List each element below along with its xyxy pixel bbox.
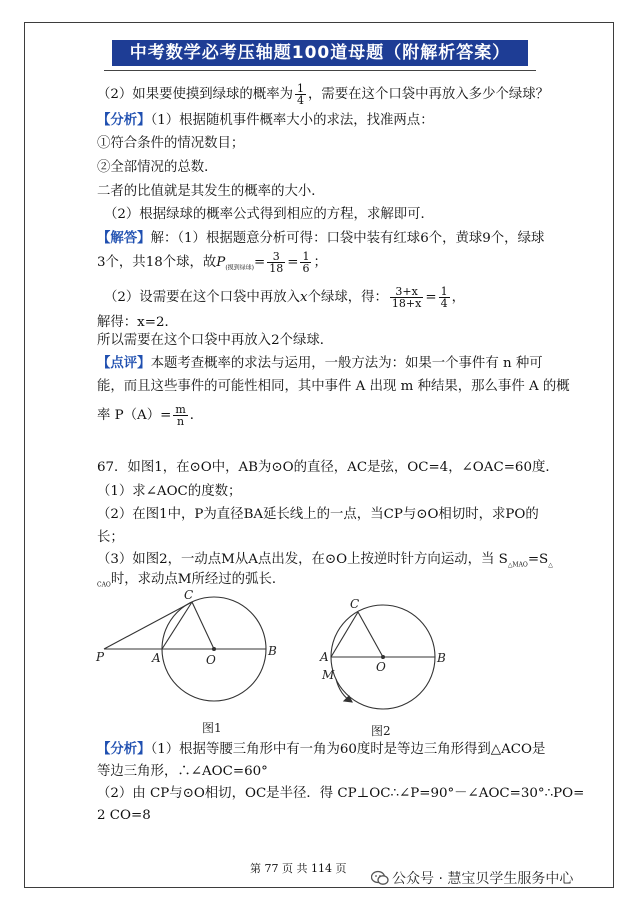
solution-line: 所以需要在这个口袋中再放入2个绿球． [97,333,334,348]
solution-line: 3个，共18个球，故$P_{(摸到绿球)}=$ $\frac{3}{18}$ = $\frac{1}{6}$ ； [97,250,327,275]
fig2-label-b: B [437,651,446,665]
comment-heading: 【点评】本题考查概率的求法与运用，一般方法为：如果一个事件有 n 种可 [97,355,543,371]
figures [0,585,640,745]
fraction-quarter: $\frac{1}{4}$ [297,82,304,107]
problem-67-part: $_{CAO}$时，求动点M所经过的弧长． [97,572,286,589]
problem-67-statement: 67．如图1，在⊙O中，AB为⊙O的直径，AC是弦，OC=4，∠OAC=60度． [97,460,559,475]
comment-tag: 【点评】 [97,355,151,371]
problem-67-part: （2）在图1中，P为直径BA延长线上的一点，当CP与⊙O相切时，求PO的 [97,507,539,522]
figure-2-caption: 图2 [371,724,391,738]
analysis-2-line: 2 CO=8 [97,808,151,823]
question-2: （2）如果要使摸到绿球的概率为 $\frac{1}{4}$ ，需要在这个口袋中再放入多少个绿球？ [97,82,550,107]
page-number: 第 77 页 共 114 页 [250,862,347,875]
analysis-line: 二者的比值就是其发生的概率的大小． [97,184,325,199]
problem-67-part: （1）求∠AOC的度数； [97,484,242,499]
solution-heading: 【解答】解：（1）根据题意分析可得：口袋中装有红球6个，黄球9个，绿球 [97,230,545,246]
analysis-line: ②全部情况的总数． [97,160,218,175]
fig2-label-o: O [376,660,386,674]
figure-1-chord-ac [162,602,192,649]
solution-tag: 【解答】 [97,230,151,246]
fig1-label-o: O [206,653,216,667]
fig1-label-a: A [152,651,161,665]
fig1-label-b: B [268,644,277,658]
figure-2 [331,605,435,709]
figure-1-caption: 图1 [202,721,222,735]
solution-line: 解得：x=2． [97,315,178,330]
analysis-2-heading: 【分析】（1）根据等腰三角形中有一角为60度时是等边三角形得到△ACO是 [97,741,546,757]
analysis-tag: 【分析】 [97,112,151,128]
watermark: 公众号 · 慧宝贝学生服务中心 [392,871,574,887]
figure-1-center-dot [213,648,216,651]
figure-2-chord-ac [331,612,358,657]
analysis-heading: 【分析】（1）根据随机事件概率大小的求法，找准两点： [97,112,434,128]
problem-67-part: 长； [97,530,124,545]
fig1-label-c: C [184,588,194,602]
figure-1-tangent-pc [104,602,192,649]
figure-2-center-dot [382,656,385,659]
comment-line: 率 P（A）= $\frac{m}{n}$ ． [97,403,204,428]
problem-67-part: （3）如图2，一动点M从A点出发，在⊙O上按逆时针方向运动，当 $S_{\triangle MAO}=S_\triangle$ [97,552,553,569]
solution-line: （2）设需要在这个口袋中再放入x个绿球，得： $\frac{3+x}{18+x}$ = $\frac{1}{4}$ ， [104,285,465,310]
analysis-line: （2）根据绿球的概率公式得到相应的方程，求解即可． [104,207,434,222]
fig1-label-p: P [96,650,105,664]
fig2-label-m: M [322,668,335,682]
figure-1-radius-oc [192,602,214,649]
page-title: 中考数学必考压轴题100道母题（附解析答案） [112,40,528,66]
analysis-2-tag: 【分析】 [97,741,151,757]
analysis-2-line: （2）由 CP与⊙O相切，OC是半径．得 CP⊥OC∴∠P=90°－∠AOC=30°∴PO= [97,786,585,801]
title-divider [104,70,536,71]
analysis-line: ①符合条件的情况数目； [97,136,245,151]
figure-1 [104,597,266,701]
figure-2-radius-oc [358,612,383,657]
comment-line: 能，而且这些事件的可能性相同，其中事件 A 出现 m 种结果，那么事件 A 的概 [97,379,570,394]
analysis-2-line: 等边三角形，∴∠AOC=60° [97,764,268,779]
wechat-icon [371,870,389,886]
fig2-label-c: C [350,597,360,611]
fig2-label-a: A [320,650,329,664]
